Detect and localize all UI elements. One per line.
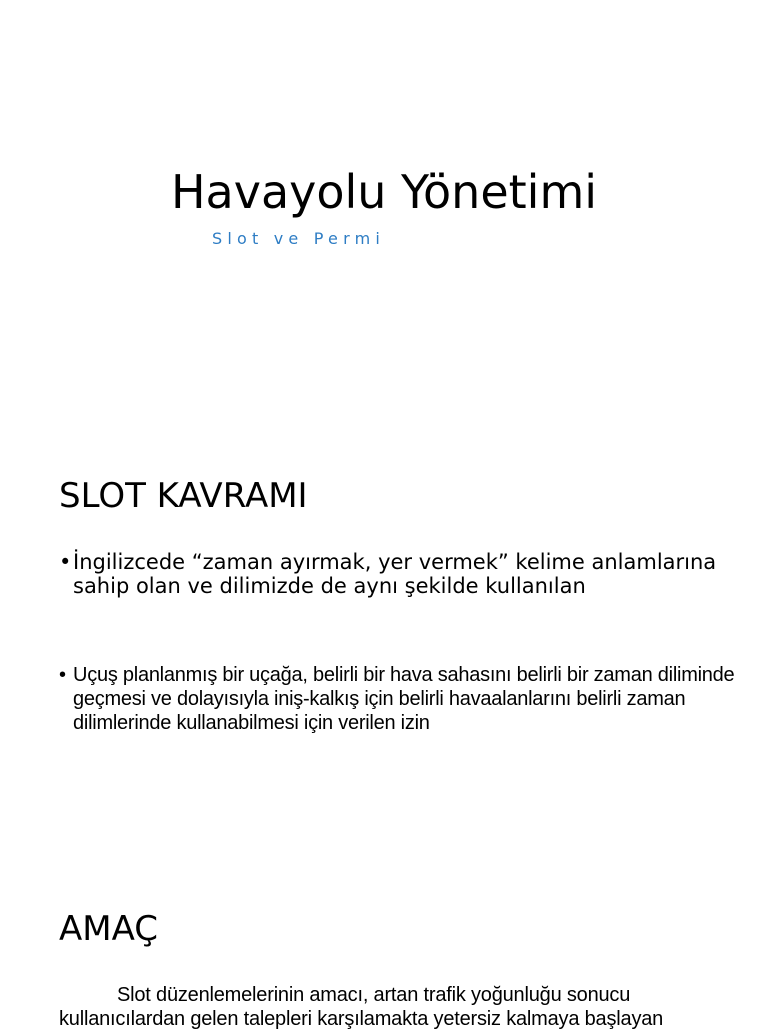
bullet-text: İngilizcede “zaman ayırmak, yer vermek” kelime anlamlarına sahip olan ve dilimizde de aynı şekilde kullanılan bbox=[73, 550, 717, 598]
bullet-marker: • bbox=[59, 664, 66, 686]
section-heading-amac: AMAÇ bbox=[59, 909, 158, 949]
bullet-text: Uçuş planlanmış bir uçağa, belirli bir hava sahasını belirli bir zaman diliminde geçmesi ve dolayısıyla iniş-kalkış için belirli havaalanlarını belirli zaman dilimlerinde kullanabilmesi için verilen izin bbox=[73, 664, 735, 734]
bullet-item-definition bbox=[59, 550, 739, 598]
slide-title: Havayolu Yönetimi bbox=[170, 165, 598, 219]
slide-subtitle: Slot ve Permi bbox=[212, 229, 385, 248]
amac-paragraph: Slot düzenlemelerinin amacı, artan trafik yoğunluğu sonucu kullanıcılardan gelen talepleri karşılamakta yetersiz kalmaya başlayan bbox=[59, 984, 664, 1030]
bullet-marker: • bbox=[59, 550, 72, 574]
bullet-item-permission bbox=[59, 663, 739, 735]
section-heading-slot: SLOT KAVRAMI bbox=[59, 476, 308, 516]
